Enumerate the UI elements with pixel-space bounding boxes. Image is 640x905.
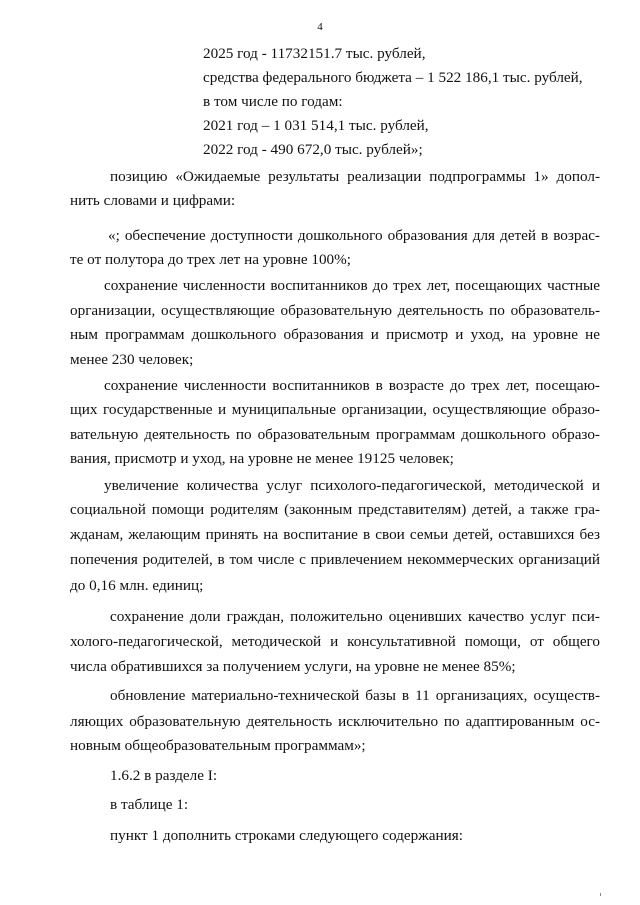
- section-item: 1.6.2 в разделе I:: [110, 767, 218, 784]
- funding-line: 2025 год - 11732151.7 тыс. рублей,: [203, 45, 426, 62]
- result-paragraph-first-line: сохранение доли граждан, положительно оценивших качество услуг пси-: [110, 608, 600, 625]
- result-paragraph-line: холого-педагогической, методической и консультативной помощи, от общего: [70, 633, 600, 650]
- result-paragraph-line: ляющих образовательную деятельность исключительно по адаптированным ос-: [70, 713, 600, 730]
- funding-line: 2022 год - 490 672,0 тыс. рублей»;: [203, 141, 423, 158]
- funding-line: средства федерального бюджета – 1 522 186,1 тыс. рублей,: [203, 69, 583, 86]
- result-paragraph-line: ным программам дошкольного образования и присмотр и уход, на уровне не: [70, 326, 600, 343]
- result-paragraph-line: те от полутора до трех лет на уровне 100%;: [70, 251, 352, 268]
- intro-paragraph-first-line: позицию «Ожидаемые результаты реализации подпрограммы 1» допол-: [110, 168, 600, 185]
- result-paragraph-line: попечения родителей, в том числе с привлечением некоммерческих организаций: [70, 551, 600, 568]
- scan-mark: [600, 893, 601, 896]
- result-paragraph-line: вательную деятельность по образовательным программам дошкольного образо-: [70, 426, 600, 443]
- result-paragraph-first-line: увеличение количества услуг психолого-педагогической, методической и: [104, 477, 600, 494]
- result-paragraph-line: числа обратившихся за получением услуги, на уровне не менее 85%;: [70, 658, 516, 675]
- result-paragraph-first-line: обновление материально-технической базы в 11 организациях, осуществ-: [110, 687, 600, 704]
- result-paragraph-first-line: сохранение численности воспитанников до трех лет, посещающих частные: [104, 277, 600, 294]
- result-paragraph-line: организации, осуществляющие образовательную деятельность по образователь-: [70, 302, 600, 319]
- result-paragraph-line: менее 230 человек;: [70, 351, 194, 368]
- funding-line: 2021 год – 1 031 514,1 тыс. рублей,: [203, 117, 429, 134]
- result-paragraph-line: вания, присмотр и уход, на уровне не менее 19125 человек;: [70, 450, 454, 467]
- intro-paragraph-line: нить словами и цифрами:: [70, 192, 236, 209]
- result-paragraph-line: социальной помощи родителям (законным представителям) детей, а также гра-: [70, 501, 600, 518]
- section-item: пункт 1 дополнить строками следующего содержания:: [110, 827, 463, 844]
- funding-line: в том числе по годам:: [203, 93, 343, 110]
- result-paragraph-line: жданам, желающим принять на воспитание в свои семьи детей, оставшихся без: [70, 526, 600, 543]
- result-paragraph-first-line: «; обеспечение доступности дошкольного образования для детей в возрас-: [108, 227, 600, 244]
- result-paragraph-first-line: сохранение численности воспитанников в возрасте до трех лет, посещаю-: [104, 377, 600, 394]
- result-paragraph-line: новным общеобразовательным программам»;: [70, 737, 366, 754]
- section-item: в таблице 1:: [110, 796, 189, 813]
- result-paragraph-line: до 0,16 млн. единиц;: [70, 577, 204, 594]
- result-paragraph-line: щих государственные и муниципальные организации, осуществляющие образо-: [70, 401, 600, 418]
- page-number: 4: [317, 21, 323, 33]
